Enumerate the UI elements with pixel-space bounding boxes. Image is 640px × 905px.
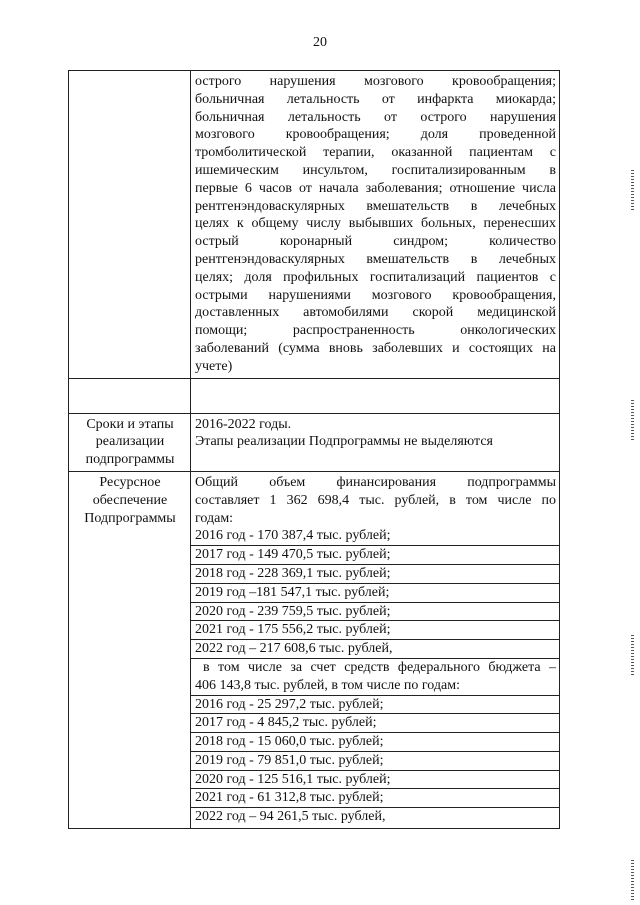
- text-line: мозгового кровообращения; доля проведенной: [195, 127, 556, 143]
- federal-year-line: 2019 год - 79 851,0 тыс. рублей;: [191, 752, 559, 771]
- text-line: 406 143,8 тыс. рублей, в том числе по годам:: [191, 677, 559, 696]
- text-line: ишемическим инсультом, госпитализированным в: [195, 162, 556, 178]
- text-line: целях; доля профильных госпитализаций пациентов с: [195, 269, 556, 285]
- table-row-indicators: [69, 71, 560, 379]
- text-line: доставленных автомобилями скорой медицинской: [195, 305, 556, 321]
- funding-year-line: 2020 год - 239 759,5 тыс. рублей;: [191, 603, 559, 622]
- federal-year-line: 2016 год - 25 297,2 тыс. рублей;: [191, 696, 559, 715]
- scan-artifact: [631, 860, 634, 900]
- passport-table: [68, 70, 560, 829]
- table-row-funding: [69, 471, 560, 828]
- text-line: заболеваний (сумма вновь заболевших и состоящих на: [195, 340, 556, 356]
- text-line: 2016-2022 годы.: [195, 416, 292, 432]
- text-line: Этапы реализации Подпрограммы не выделяются: [195, 434, 493, 450]
- indicators-text: [191, 71, 560, 379]
- text-line: первые 6 часов от начала заболевания; отношение числа: [195, 180, 556, 196]
- federal-year-line: 2018 год - 15 060,0 тыс. рублей;: [191, 733, 559, 752]
- funding-year-line: 2018 год - 228 369,1 тыс. рублей;: [191, 565, 559, 584]
- text-line: острыми нарушениями мозгового кровообращения,: [195, 287, 556, 303]
- table-row-timeline: [69, 413, 560, 471]
- text-line: больничная летальность от острого нарушения: [195, 109, 556, 125]
- text-line: рентгенэндоваскулярных вмешательств в лечебных: [195, 251, 556, 267]
- text-line: составляет 1 362 698,4 тыс. рублей, в том числе по: [195, 492, 556, 508]
- text-line: рентгенэндоваскулярных вмешательств в лечебных: [195, 198, 556, 214]
- scan-artifact: [631, 400, 634, 440]
- funding-year-line: 2019 год –181 547,1 тыс. рублей;: [191, 584, 559, 603]
- text-line: острый коронарный синдром; количество: [195, 234, 556, 250]
- row-label-funding: Ресурсное обеспечение Подпрограммы: [69, 471, 191, 828]
- empty-cell: [191, 378, 560, 413]
- federal-year-line: 2017 год - 4 845,2 тыс. рублей;: [191, 714, 559, 733]
- scan-artifact: [631, 635, 634, 675]
- text-line: целях к общему числу выбывших больных, перенесших: [195, 216, 556, 232]
- text-line: помощи; распространенность онкологических: [195, 323, 556, 339]
- funding-year-line: 2021 год - 175 556,2 тыс. рублей;: [191, 621, 559, 640]
- funding-year-line: 2016 год - 170 387,4 тыс. рублей;: [191, 527, 559, 546]
- text-line: учете): [195, 358, 233, 374]
- text-line: годам:: [195, 510, 234, 526]
- text-line: Общий объем финансирования подпрограммы: [195, 474, 556, 490]
- federal-year-line: 2021 год - 61 312,8 тыс. рублей;: [191, 789, 559, 808]
- row-label-empty: [69, 71, 191, 379]
- table-row-empty: [69, 378, 560, 413]
- text-line: в том числе за счет средств федерального бюджета –: [203, 659, 556, 675]
- federal-year-line: 2022 год – 94 261,5 тыс. рублей,: [195, 809, 386, 825]
- funding-year-line: 2017 год - 149 470,5 тыс. рублей;: [191, 546, 559, 565]
- empty-cell: [69, 378, 191, 413]
- text-line: больничная летальность от инфаркта миокарда;: [195, 91, 556, 107]
- funding-text: [191, 471, 560, 828]
- page-number: 20: [313, 35, 327, 50]
- scan-artifact: [631, 170, 634, 210]
- text-line: острого нарушения мозгового кровообращения;: [195, 74, 556, 89]
- text-line: тромболитической терапии, оказанной пациентам с: [195, 145, 556, 161]
- federal-year-line: 2020 год - 125 516,1 тыс. рублей;: [191, 771, 559, 790]
- funding-year-line: 2022 год – 217 608,6 тыс. рублей,: [191, 640, 559, 659]
- timeline-text: [191, 413, 560, 471]
- row-label-timeline: Сроки и этапы реализации подпрограммы: [69, 413, 191, 471]
